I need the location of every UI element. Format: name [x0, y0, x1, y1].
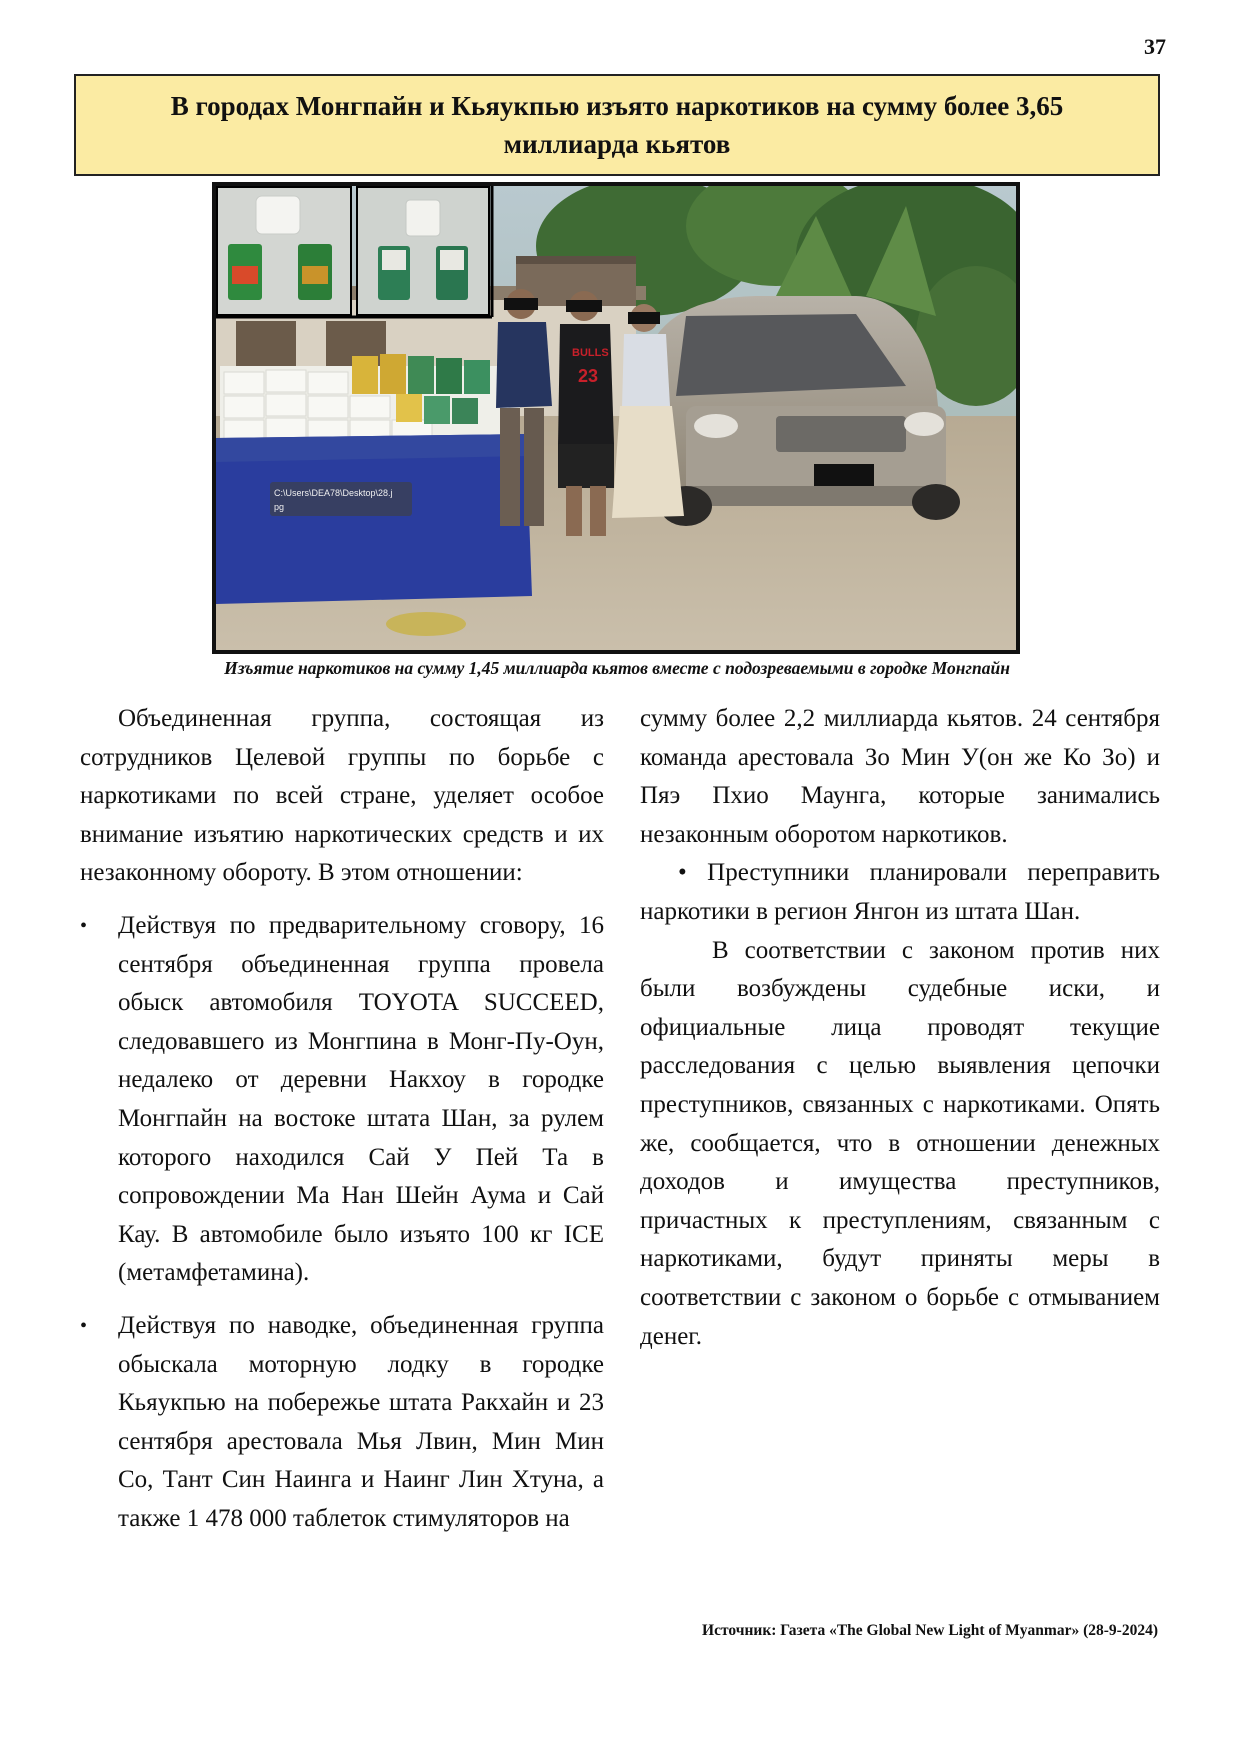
car — [646, 296, 960, 526]
photo-overlay-path-line2: pg — [274, 502, 285, 512]
seized-goods-table — [216, 354, 532, 636]
note-paragraph: • Преступники планировали переправить наркотики в регион Янгон из штата Шан. — [640, 859, 1160, 925]
source-citation: Источник: Газета «The Global New Light of Myanmar» (28-9-2024) — [702, 1622, 1158, 1639]
photo-overlay-path-line1: C:\Users\DEA78\Desktop\28.j — [274, 488, 393, 498]
list-item — [80, 1307, 604, 1539]
article-photo — [212, 182, 1020, 654]
conclusion-paragraph: В соответствии с законом против них были возбуждены судебные иски, и официальные лица проводят текущие расследования с целью выявления цепочки преступников, связанных с наркотиками. Опять же, сообщается, что в отношении денежных доходов и имущества преступников, причастных к преступлениям, связанным с наркотиками, будут приняты меры в соответствии с законом о борьбе с отмыванием денег. — [640, 936, 1160, 1350]
inset-photo-1 — [216, 186, 352, 316]
left-column — [80, 700, 604, 1552]
event-list — [80, 907, 604, 1539]
bullet-marker: • — [80, 914, 88, 937]
jersey-number: 23 — [578, 366, 599, 386]
bullet-text-1: Действуя по предварительному сговору, 16 сентября объединенная группа провела обыск автомобиля TOYOTA SUCCEED, следовавшего из Монгпина в Монг-Пу-Оун, недалеко от деревни Накхоу в городке Монгпайн на востоке штата Шан, за рулем которого находился Сай У Пей Та в сопровождении Ма Нан Шейн Аума и Сай Кау. В автомобиле было изъято 100 кг ICE (метамфетамина). — [118, 911, 604, 1287]
bullet-marker: • — [80, 1314, 88, 1337]
intro-paragraph: Объединенная группа, состоящая из сотрудников Целевой группы по борьбе с наркотиками по всей стране, уделяет особое внимание изъятию наркотических средств и их незаконному обороту. В этом отношении: — [80, 705, 604, 887]
photo-collage — [216, 186, 1016, 650]
article-title-box — [74, 74, 1160, 176]
inset-photo-2 — [356, 186, 490, 316]
right-column — [640, 700, 1160, 1356]
photo-caption: Изъятие наркотиков на сумму 1,45 миллиарда кьятов вместе с подозреваемыми в городке Монгпайн — [224, 658, 1010, 678]
continuation-paragraph: сумму более 2,2 миллиарда кьятов. 24 сентября команда арестовала Зо Мин У(он же Ко Зо) и Пяэ Пхио Маунга, которые занимались незаконным оборотом наркотиков. — [640, 705, 1160, 848]
article-title: В городах Монгпайн и Кьяукпью изъято наркотиков на сумму более 3,65 миллиарда кьятов — [170, 91, 1064, 159]
bullet-text-2: Действуя по наводке, объединенная группа обыскала моторную лодку в городке Кьяукпью на побережье штата Ракхайн и 23 сентября арестовала Мья Лвин, Мин Мин Со, Тант Син Наинга и Наинг Лин Хтуна, а также 1 478 000 таблеток стимуляторов на — [118, 1311, 604, 1532]
page-number: 37 — [1144, 34, 1166, 59]
jersey-text: BULLS — [572, 347, 609, 359]
list-item — [80, 907, 604, 1293]
